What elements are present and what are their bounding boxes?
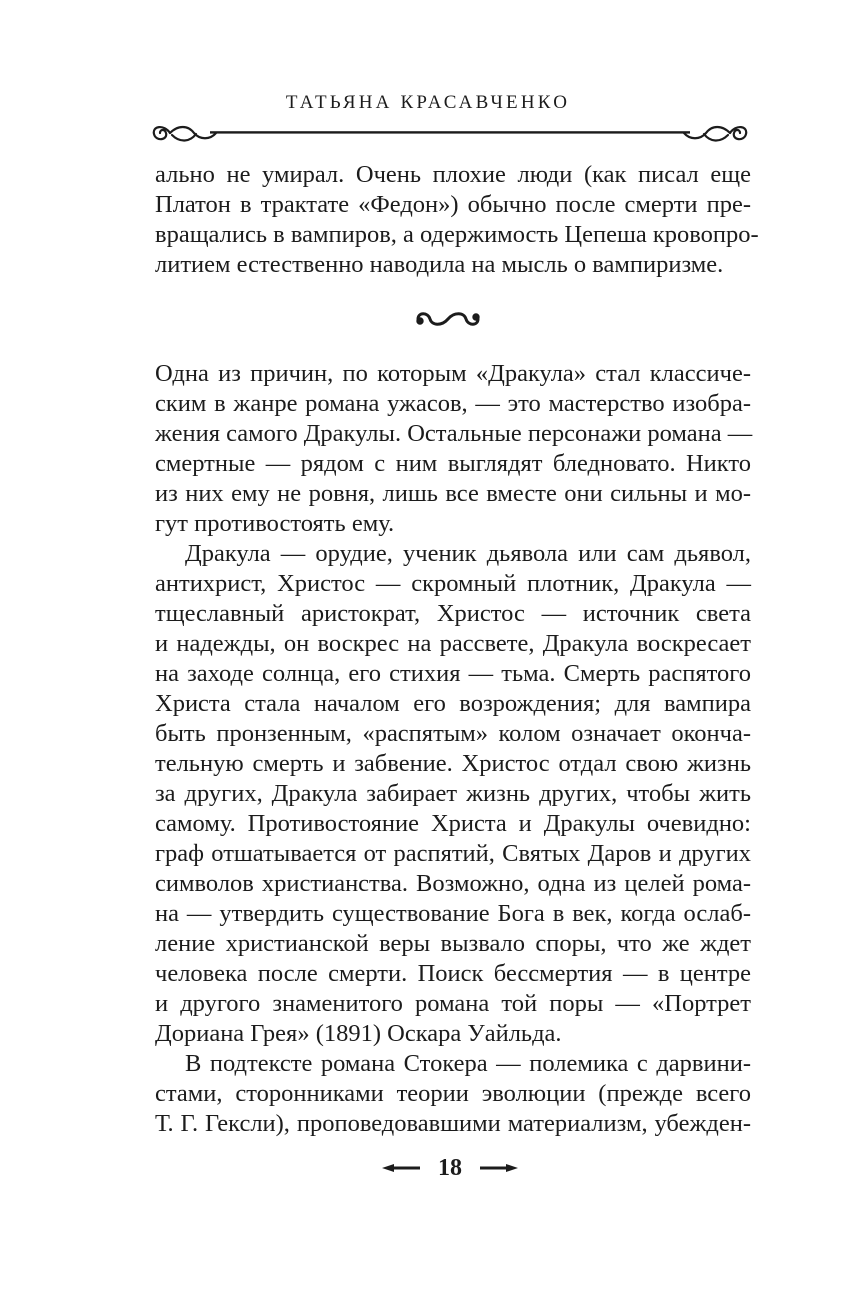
text-line: смертные — рядом с ним выглядят бледновато. Никто [155, 450, 751, 477]
text-line: Христа стала началом его возрождения; для вампира [155, 690, 751, 717]
text-line: антихрист, Христос — скромный плотник, Дракула — [155, 570, 751, 597]
text-line: на — утвердить существование Бога в век, когда ослаб- [155, 900, 751, 927]
text-line: гут противостоять ему. [155, 510, 395, 537]
text-line: ским в жанре романа ужасов, — это мастерство изобра- [155, 390, 751, 417]
text-line: Дориана Грея» (1891) Оскара Уайльда. [155, 1020, 562, 1047]
text-line: Платон в трактате «Федон») обычно после смерти пре- [155, 191, 751, 218]
header-ornamental-rule [150, 116, 750, 150]
text-line: ально не умирал. Очень плохие люди (как писал еще [155, 161, 751, 188]
text-line: В подтексте романа Стокера — полемика с дарвини- [185, 1050, 751, 1077]
text-line: на заходе солнца, его стихия — тьма. Смерть распятого [155, 660, 751, 687]
text-line: Одна из причин, по которым «Дракула» стал классиче- [155, 360, 751, 387]
text-line: жения самого Дракулы. Остальные персонажи романа — [155, 420, 753, 447]
text-line: и надежды, он воскрес на рассвете, Дракула воскресает [155, 630, 751, 657]
text-line: из них ему не ровня, лишь все вместе они сильны и мо- [155, 480, 751, 507]
text-line: быть пронзенным, «распятым» колом означает оконча- [155, 720, 751, 747]
running-head-author: ТАТЬЯНА КРАСАВЧЕНКО [285, 92, 571, 113]
text-line: и другого знаменитого романа той поры — «Портрет [155, 990, 751, 1017]
text-line: ление христианской веры вызвало споры, что же ждет [155, 930, 751, 957]
text-line: Дракула — орудие, ученик дьявола или сам дьявол, [185, 540, 751, 567]
text-line: граф отшатывается от распятий, Святых Даров и других [155, 840, 751, 867]
text-line: символов христианства. Возможно, одна из целей рома- [155, 870, 751, 897]
text-line: человека после смерти. Поиск бессмертия — в центре [155, 960, 751, 987]
section-break-ornament [412, 306, 484, 332]
text-line: тельную смерть и забвение. Христос отдал свою жизнь [155, 750, 751, 777]
page-folio [380, 1153, 520, 1183]
text-line: Т. Г. Гексли), проповедовавшими материализм, убежден- [155, 1110, 751, 1137]
folio-right-dash-icon [476, 1161, 520, 1175]
text-line: литием естественно наводила на мысль о вампиризме. [155, 251, 724, 278]
text-line: тщеславный аристократ, Христос — источник света [155, 600, 751, 627]
text-line: стами, сторонниками теории эволюции (прежде всего [155, 1080, 751, 1107]
text-line: вращались в вампиров, а одержимость Цепеша кровопро- [155, 221, 759, 248]
text-line: за других, Дракула забирает жизнь других, чтобы жить [155, 780, 751, 807]
page-number: 18 [438, 1155, 462, 1181]
text-line: самому. Противостояние Христа и Дракулы очевидно: [155, 810, 751, 837]
